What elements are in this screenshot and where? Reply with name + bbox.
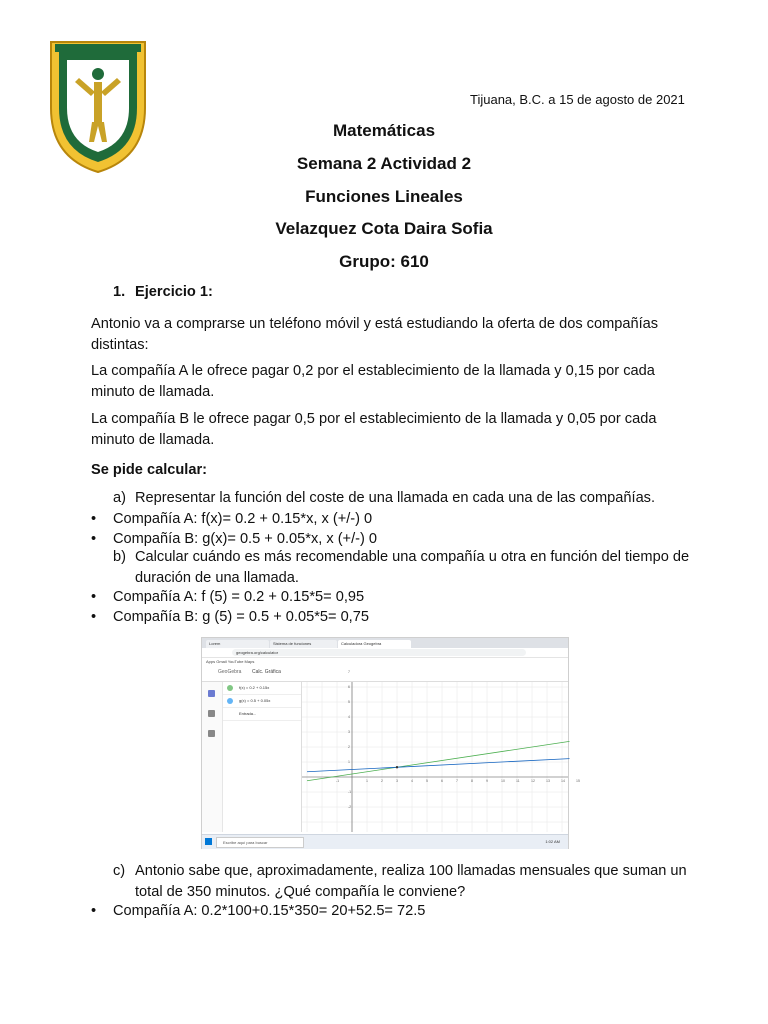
algebra-input: Entrada... <box>239 711 257 716</box>
item-b <box>113 547 698 589</box>
x-tick-label: 14 <box>561 779 565 783</box>
g-color-dot <box>227 698 233 704</box>
bullet-dot: • <box>91 609 97 625</box>
item-a-label: a) <box>113 490 126 506</box>
x-tick-label: 5 <box>426 779 428 783</box>
bullet-a2-text: Compañía B: g(x)= 0.5 + 0.05*x, x (+/-) 0 <box>113 531 378 547</box>
exercise-heading <box>113 284 213 300</box>
browser-tabbar <box>202 638 568 648</box>
document-date: Tijuana, B.C. a 15 de agosto de 2021 <box>470 92 685 107</box>
bullet-dot: • <box>91 903 97 919</box>
item-c-text: Antonio sabe que, aproximadamente, realiza 100 llamadas mensuales que suman un total de 350 minutos. ¿Qué compañía le conviene? <box>135 863 687 900</box>
activity-title: Semana 2 Actividad 2 <box>296 154 472 173</box>
y-tick-label: 4 <box>348 715 350 719</box>
ask-heading: Se pide calcular: <box>91 462 207 478</box>
table-icon <box>208 730 215 737</box>
y-tick-label: -1 <box>348 790 352 794</box>
browser-url-bar <box>202 648 568 658</box>
bullet-b2-text: Compañía B: g (5) = 0.5 + 0.05*5= 0,75 <box>113 609 369 625</box>
taskbar-clock: 1:02 AM <box>545 839 560 844</box>
windows-taskbar <box>202 834 568 849</box>
topic-title: Funciones Lineales <box>305 187 463 206</box>
x-tick-label: -1 <box>336 779 340 783</box>
bullet-dot: • <box>91 531 97 547</box>
windows-start-icon <box>205 838 212 845</box>
item-c-label: c) <box>113 863 126 879</box>
x-tick-label: 3 <box>396 779 398 783</box>
geogebra-title: GeoGebra <box>218 669 242 675</box>
algebra-panel <box>223 682 302 832</box>
geogebra-screenshot <box>201 637 580 849</box>
bullet-a1 <box>91 509 691 530</box>
bookmarks-text: Apps Gmail YouTube Maps <box>206 659 255 664</box>
algebra-row-g <box>223 695 301 708</box>
y-tick-label: 5 <box>348 700 350 704</box>
x-tick-label: 2 <box>381 779 383 783</box>
taskbar-search: Escribe aquí para buscar <box>216 837 304 848</box>
browser-tab: Sistema de funciones <box>270 640 337 648</box>
bullet-b2 <box>91 607 691 628</box>
bullet-c1-text: Compañía A: 0.2*100+0.15*350= 20+52.5= 72.5 <box>113 903 426 919</box>
x-tick-label: 12 <box>531 779 535 783</box>
tools-icon <box>208 710 215 717</box>
y-tick-label: 7 <box>348 670 350 674</box>
algebra-icon <box>208 690 215 697</box>
bookmarks-bar <box>202 658 568 666</box>
x-tick-label: 7 <box>456 779 458 783</box>
subject-title: Matemáticas <box>332 121 436 140</box>
group-title: Grupo: 610 <box>339 252 429 271</box>
algebra-row-f <box>223 682 301 695</box>
x-tick-label: 9 <box>486 779 488 783</box>
x-tick-label: 13 <box>546 779 550 783</box>
url-field: geogebra.org/calculator <box>232 649 526 656</box>
bullet-a1-text: Compañía A: f(x)= 0.2 + 0.15*x, x (+/-) 0 <box>113 511 373 527</box>
y-tick-label: 1 <box>348 760 350 764</box>
plot-svg <box>302 670 580 832</box>
series-line-g <box>307 759 570 772</box>
f-color-dot <box>227 685 233 691</box>
x-tick-label: 1 <box>366 779 368 783</box>
student-name: Velazquez Cota Daira Sofia <box>275 219 493 238</box>
x-tick-label: 6 <box>441 779 443 783</box>
browser-tab-active: Calculadora Geogebra <box>338 640 411 648</box>
graphics-view <box>302 670 580 832</box>
item-a <box>113 488 698 509</box>
algebra-f-expr: f(x) = 0.2 + 0.15x <box>239 685 270 690</box>
x-tick-label: 8 <box>471 779 473 783</box>
x-tick-label: 10 <box>501 779 505 783</box>
algebra-g-expr: g(x) = 0.5 + 0.05x <box>239 698 271 703</box>
algebra-input-row <box>223 708 301 721</box>
y-tick-label: -2 <box>348 805 352 809</box>
series-line-f <box>307 741 570 780</box>
x-tick-label: 4 <box>411 779 413 783</box>
company-a-offer: La compañía A le ofrece pagar 0,2 por el establecimiento de la llamada y 0,15 por cada minuto de llamada. <box>91 363 655 400</box>
intro-paragraph: Antonio va a comprarse un teléfono móvil y está estudiando la oferta de dos compañías distintas: <box>91 316 659 353</box>
exercise-number: 1. <box>113 284 126 300</box>
x-tick-label: 15 <box>576 779 580 783</box>
plot-ticks <box>336 670 580 809</box>
bullet-dot: • <box>91 589 97 605</box>
exercise-heading-text: Ejercicio 1: <box>135 284 213 300</box>
browser-tab: Lorem <box>206 640 269 648</box>
geogebra-sidebar <box>202 682 223 832</box>
item-a-text: Representar la función del coste de una llamada en cada una de las compañías. <box>135 490 656 506</box>
y-tick-label: 3 <box>348 730 350 734</box>
geogebra-header <box>202 666 568 682</box>
company-b-offer: La compañía B le ofrece pagar 0,5 por el establecimiento de la llamada y 0,05 por cada minuto de llamada. <box>91 411 657 448</box>
bullet-b1 <box>91 587 691 608</box>
item-b-text: Calcular cuándo es más recomendable una compañía u otra en función del tiempo de duración de una llamada. <box>135 549 690 586</box>
y-tick-label: 2 <box>348 745 350 749</box>
item-c <box>113 861 698 903</box>
item-b-label: b) <box>113 549 126 565</box>
bullet-dot: • <box>91 511 97 527</box>
bullet-b1-text: Compañía A: f (5) = 0.2 + 0.15*5= 0,95 <box>113 589 365 605</box>
bullet-c1 <box>91 901 691 922</box>
intersection-point <box>396 766 398 768</box>
y-tick-label: 6 <box>348 685 350 689</box>
geogebra-view-label: Calc. Gráfica <box>252 669 281 675</box>
x-tick-label: 11 <box>516 779 520 783</box>
plot-grid <box>302 682 568 832</box>
